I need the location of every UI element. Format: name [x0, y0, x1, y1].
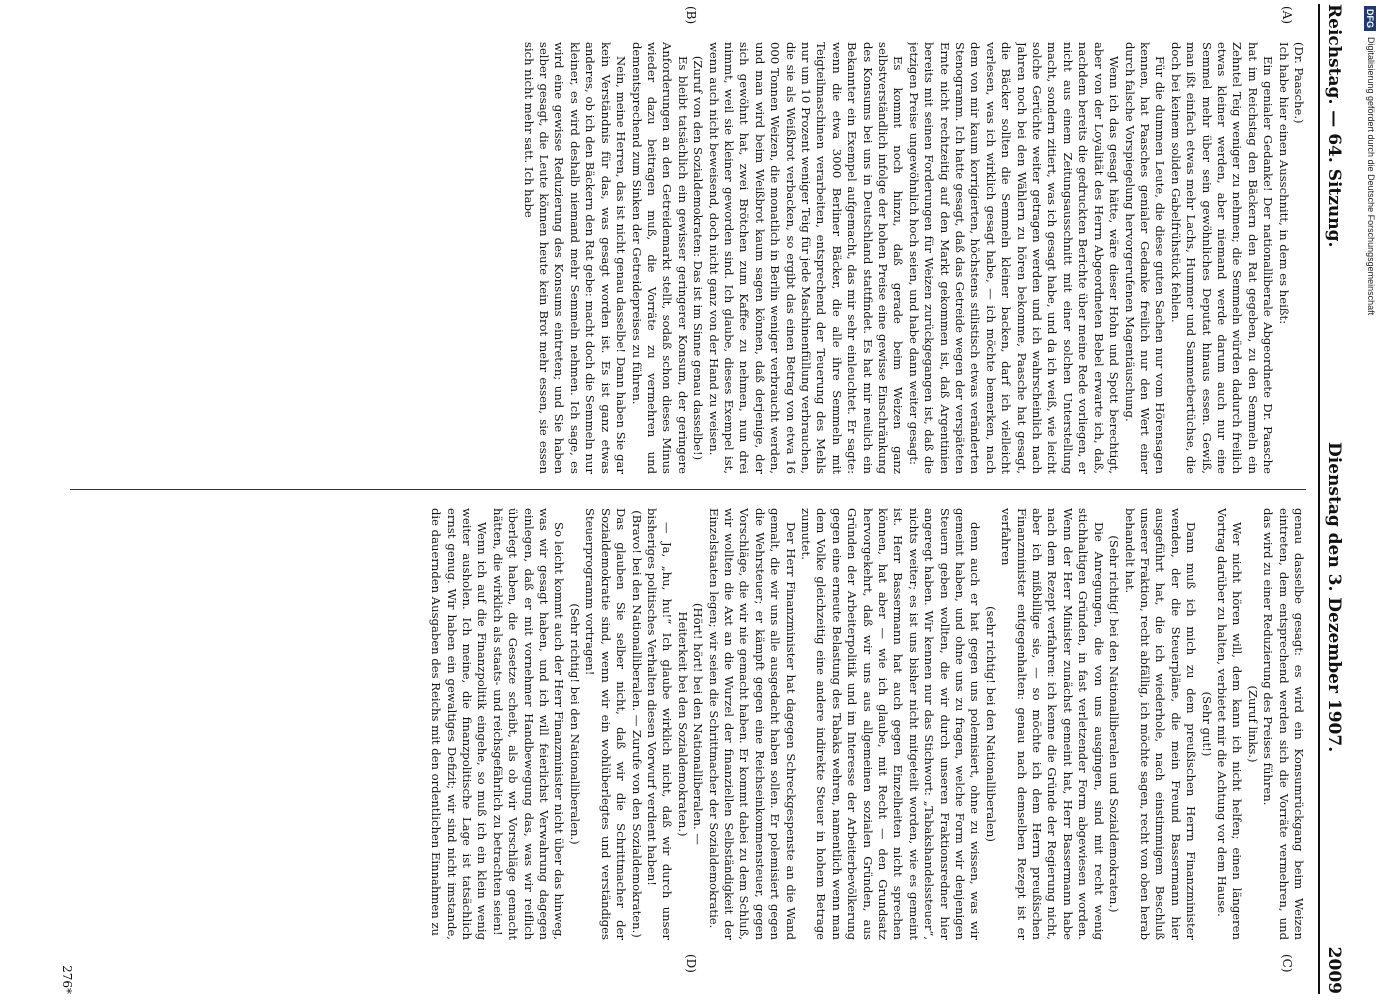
right-column-paragraph: Die Anregungen, die von uns ausgingen, sind mit recht wenig stichhaltigen Gründen, in fast verletzender Form abgewiesen worden. Wenn der Herr Minister zunächst gemeint hat, Herr Bassermann habe nach dem Rezept verfahren: ich kenne die Gründe der Regierung nicht, aber ich mißbillige sie, — so möchte ich dem Herrn preußischen Finanzminister entgegenhalten: genau nach demselben Rezept ist er verfahren	[999, 508, 1106, 940]
right-column-paragraph: (sehr richtig! bei den Nationalliberalen)	[983, 606, 998, 842]
margin-marker-c: (C)	[1280, 954, 1294, 973]
digitization-text: Digitalisierung gefördert durch die Deutsche Forschungsgemeinschaft	[1366, 37, 1376, 316]
left-column-paragraph: Für die dummen Leute, die diese guten Sachen nur vom Hörensagen kennen, hat Paasches genialer Gedanke freilich nur den Wert einer durch falsche Vorspiegelung hervorgerufenen Magentäuschung.	[1122, 42, 1168, 474]
margin-marker-b: (B)	[684, 6, 698, 25]
right-column-paragraph: (Sehr richtig! bei den Nationalliberalen.)	[567, 603, 582, 845]
signature-mark: 276*	[60, 965, 74, 994]
right-column-paragraph: So leicht kommt auch der Herr Finanzminister nicht über das hinweg, was wir gesagt haben, und ich will feierlichst Verwahrung dagegen einlegen, daß er mit vornehmer Handbewegung das, was wir reiflich überlegt haben, die Gesetze scheibt, als ob wir Vorschläge gemacht hätten, die wirklich als staats- und reichsgefährlich zu betrachten seien!	[490, 508, 567, 940]
right-column-paragraph: genau dasselbe gesagt: es wird ein Konsumrückgang beim Weizen eintreten, dem entsprechend werden sich die Vorräte vermehren, und das wird zu einer Reduzierung des Preises führen.	[1261, 508, 1306, 940]
page-number: 2009	[1324, 946, 1344, 994]
margin-marker-a: (A)	[1280, 6, 1294, 25]
right-column-paragraph: Heiterkeit bei den Sozialdemokraten.)	[675, 611, 690, 837]
left-column-paragraph: Wenn ich das gesagt hätte, wäre dieser Hohn und Spott berechtigt, aber von der Loyalität des Herrn Abgeordneten Bebel erwarte ich, daß, nachdem bereits die gedruckten Berichte über meine Rede vorliegen, er nicht aus einem Zeitungsausschnitt mit einer solchen Unterstellung macht, sondern zitiert, was ich gesagt habe, und da ich weiß, wie leicht solche Gerüchte weiter getragen werden und ich wahrscheinlich nach Jahren noch bei den Wählern zu hören bekomme, Paasche hat gesagt, die Bäcker sollten die Semmeln kleiner backen, darf ich vielleicht verlesen, was ich wirklich gesagt habe, — ich möchte bemerken, nach dem von mir kaum korrigierten, höchstens stilistisch etwas veränderten Stenogramm. Ich hatte gesagt, daß das Getreide wegen der verspäteten Ernte nicht rechtzeitig auf den Markt gekommen ist, daß Argentinien bereits mit seinen Forderungen für Weizen zurückgegangen ist, daß die jetzigen Preise ungewöhnlich hoch seien, und habe dann weiter gesagt:	[906, 42, 1122, 474]
left-column-paragraph: Ein genialer Gedanke! Der nationalliberale Abgeordnete Dr. Paasche hat im Reichstag den Bäckern den Rat gegeben, zu den Semmeln ein Zehntel Teig weniger zu nehmen; die Semmeln würden dadurch freilich etwas kleiner werden, aber niemand werde darum auch nur eine Semmel mehr über sein gewöhnliches Deputat hinaus essen. Gewiß, man ißt einfach etwas mehr Lachs, Hummer und Sammetbertüchse, die doch bei keinem soliden Gabelfrühstück fehlen.	[1168, 42, 1276, 474]
right-column-paragraph: (Sehr gut!)	[1199, 691, 1214, 757]
left-column-paragraph: Es bleibt tatsächlich ein gewisser geringerer Konsum, der geringere Anforderungen an den Getreidemarkt stellt, sodaß schon dieses Minus wieder dazu beitragen muß, die Vorräte zu vermehren und dementsprechend zum Sinken der Getreidepreises zu führen.	[629, 42, 690, 474]
header-date: Dienstag den 3. Dezember 1907.	[1324, 442, 1344, 753]
right-column-paragraph: (Sehr richtig! bei den Nationalliberalen und Sozialdemokraten.)	[1107, 535, 1122, 913]
left-column-paragraph: Ich habe hier einen Ausschnitt, in dem es heißt:	[1276, 42, 1291, 325]
left-column-paragraph: (Zuruf von den Sozialdemokraten: Das ist im Sinne genau dasselbe!)	[691, 55, 706, 461]
right-column-paragraph: — Ja, „hu, hu!“ Ich glaube wirklich nicht, daß wir durch unser bisheriges politisches Verhalten diesen Vorwurf verdient haben!	[644, 508, 675, 940]
digitization-note	[1364, 6, 1376, 996]
right-column-paragraph: (Hört! hört! bei den Nationalliberalen. —	[691, 603, 706, 845]
right-column-paragraph: (Zuruf links.)	[1245, 685, 1260, 763]
right-column-paragraph: Wenn ich auf die Finanzpolitik eingehe, so muß ich ein klein wenig weiter ausholen. Ich meine, die finanzpolitische Lage ist tatsächlich ernst genug. Wir haben ein gewaltiges Defizit; wir sind nicht imstande, die dauernden Ausgaben des Reichs mit den ordentlichen Einnahmen zu	[429, 508, 490, 940]
margin-marker-d: (D)	[684, 954, 698, 973]
right-column	[70, 508, 1306, 940]
left-column	[70, 42, 1306, 474]
left-column-paragraph: Nein, meine Herren, das ist nicht genau dasselbe! Dann haben Sie gar kein Verständnis für das, was gesagt worden ist. Es ist ganz etwas anderes, ob ich den Bäckern den Rat gebe: macht doch die Semmeln nur kleiner, es wird deshalb niemand mehr Semmeln nehmen. Ich sage, es wird eine gewisse Reduzierung des Konsums eintreten; und Sie haben selber gesagt, die Leute können heute kein Brot mehr essen, sie essen sich nicht mehr satt. Ich habe	[521, 42, 629, 474]
right-column-paragraph: Wer nicht hören will, dem kann ich nicht helfen; einen längeren Vortrag darüber zu halten, verbietet mir die Achtung vor dem Hause.	[1214, 508, 1245, 940]
page-header	[1318, 4, 1358, 994]
right-column-paragraph: Der Herr Finanzminister hat dagegen Schreckgespenste an die Wand gemalt, die wir uns alle ausgedacht haben sollen. Er polemisiert gegen die Wehrsteuer; er kämpft gegen eine Reichseinkommensteuer, gegen Vorschläge, die wir nie gemacht haben. Er kommt dabei zu dem Schluß, wir wollten die Axt an die Wurzel der finanziellen Selbständigkeit der Einzelstaaten legen; wir seien die Schrittmacher der Sozialdemokratie.	[706, 508, 798, 940]
right-column-paragraph: (Bravo! bei den Nationalliberalen. — Zurufe von den Sozialdemokraten.)	[629, 510, 644, 938]
left-column-paragraph: (Dr. Paasche.)	[1292, 42, 1306, 124]
column-divider	[70, 489, 1306, 490]
header-left: Reichstag. — 64. Sitzung.	[1324, 4, 1344, 248]
dfg-logo: DFG	[1364, 6, 1376, 31]
right-column-paragraph: denn auch er hat gegen uns polemisiert, ohne zu wissen, was wir gemeint haben, und ohne uns zu fragen, welche Form wir denjenigen Steuern geben wollten, die wir durch unseren Fraktionsredner hier angeregt haben. Wir kennen nur das Stichwort: „Tabakshandelssteuer“, nichts weiter; es ist uns bisher nicht mitgeteilt worden, wie es gemeint ist. Herr Bassermann hat auch gegen Einzelheiten nicht sprechen können, hat aber — wie ich glaube, mit Recht — den Grundsatz hervorgekehrt, daß wir uns aus allgemeinen sozialen Gründen, aus Gründen der Arbeiterpolitik und im Interesse der Arbeiterbevölkerung gegen eine erneute Belastung des Tabaks wehren, namentlich wenn man dem Volke gleichzeitig eine andere indirekte Steuer in hohem Betrage zumutet.	[799, 508, 983, 940]
left-column-paragraph: Es kommt noch hinzu, daß gerade beim Weizen ganz selbstverständlich infolge der hohen Preise eine gewisse Einschränkung des Konsums bei uns in Deutschland stattfindet. Es hat mir neulich ein Bekannter ein Exempel aufgemacht, das mir sehr einleuchtet. Er sagte: wenn die etwa 3000 Berliner Bäcker, die alle ihre Semmeln mit Teigteilmaschinen verarbeiten, entsprechend der Teuerung des Mehls nur um 10 Prozent weniger Teig für jede Maschinenfüllung verbrauchen, die sie als Weißbrot verbacken, so ergibt das einen Betrag von etwa 16 000 Tonnen Weizen, die monatlich in Berlin weniger verbraucht werden, und man wird beim Weißbrot kaum sagen können, daß derjenige, der sich gewöhnt hat, zwei Brötchen zum Kaffee zu nehmen, nun drei nimmt, weil sie kleiner geworden sind. Ich glaube, dieses Exempel ist, wenn auch nicht beweisend, doch nicht ganz von der Hand zu weisen.	[706, 42, 906, 474]
right-column-paragraph: Dann muß ich mich zu dem preußischen Herrn Finanzminister wenden, der die Steuerpläne, die mein Freund Bassermann hier ausgeführt hat, die ich wiederhole, nach einstimmigem Beschluß unserer Fraktion, recht abfällig, ich möchte sagen, recht von oben herab behandelt hat.	[1122, 508, 1199, 940]
document-page	[58, 4, 1358, 994]
right-column-paragraph: Das glauben Sie selber nicht, daß wir die Schrittmacher der Sozialdemokratie sind, wenn wir ein wohlüberlegtes und verständiges Steuerprogramm vortragen!	[583, 508, 629, 940]
